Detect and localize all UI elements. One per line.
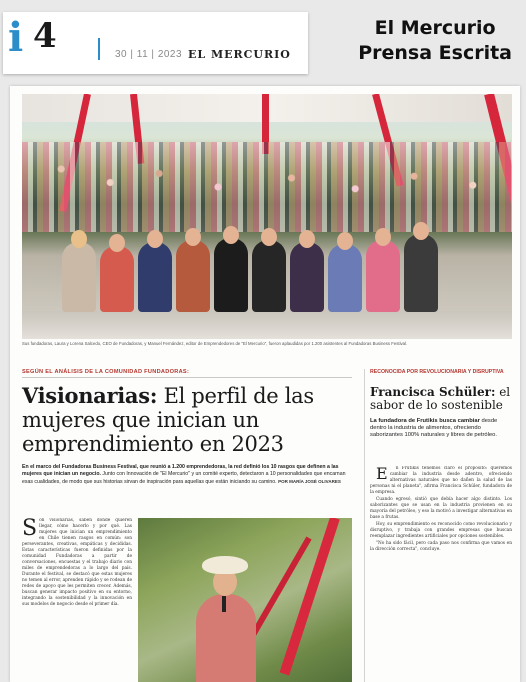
source-label <box>358 16 512 66</box>
article-body-text: on visionarias, saben dónde quieren llegar, cómo hacerlo y por qué. Las mujeres que inician un emprendimiento en Chile tienen rasgos en común: son perseverantes, creativas, empáticas y decididas. Estas características fueron definidas por la comunidad Fundadoras a partir de conversaciones, encuestas y el trabajo diario con miles de emprendedoras a lo largo del país. Durante el festival, se destacó que estas mujeres no temen al error, aprenden rápido y se rodean de redes de apoyo que les permiten crecer. Además, buscan generar impacto positivo en su entorno, integrando la sostenibilidad y la innovación en sus modelos de negocio desde el primer día. <box>22 518 132 607</box>
photo-caption: Sus fundadoras, Laura y Lorena Salcedo, CEO de Fundadoras, y Manuel Fernández, editor de Emprendedores de "El Mercurio", fueron aplaudidas por 1.200 asistentes al Fundadoras Business Festival. <box>22 341 408 346</box>
deck-bold: En el marco del Fundadoras Business Festival, que reunió a 1.200 emprendedoras, la red definió los 10 rasgos que definen a las mujeres que inician un negocio. <box>22 464 339 477</box>
sidebar-deck <box>370 418 512 440</box>
sidebar-paragraph: "No ha sido fácil, pero cada paso nos confirma que vamos en la dirección correcta", concluye. <box>370 541 512 552</box>
person <box>290 242 324 312</box>
person-head <box>261 228 277 246</box>
column-divider <box>364 369 365 682</box>
article-deck <box>22 464 352 486</box>
dropcap: S <box>22 518 38 541</box>
speaker-hat <box>202 556 248 574</box>
kicker-rule <box>22 377 352 378</box>
sidebar-title-rest: el sabor de lo sostenible <box>370 385 511 412</box>
speaker-body <box>196 594 256 682</box>
person-head <box>413 222 429 240</box>
person-head <box>71 230 87 248</box>
person-head <box>299 230 315 248</box>
secondary-photo <box>138 518 352 682</box>
sidebar-paragraph-text: n Frutikis tenemos claro el propósito: queremos cambiar la industria desde adentro, ofreciendo alternativas naturales que no dañen la salud de las personas ni el planeta", afirma Francisca Schüler, fundadora de la empresa. <box>370 466 512 495</box>
header-divider <box>98 38 100 60</box>
person-head <box>337 232 353 250</box>
person <box>366 240 400 312</box>
microphone <box>222 596 226 612</box>
article-kicker: SEGÚN EL ANÁLISIS DE LA COMUNIDAD FUNDADORAS: <box>22 369 190 375</box>
sidebar-deck-bold: La fundadora de Frutikis busca cambiar <box>370 418 480 424</box>
person-head <box>185 228 201 246</box>
headline-rest: El perfil de las mujeres que inician un emprendimiento en 2023 <box>22 384 314 456</box>
person <box>214 238 248 312</box>
person <box>176 240 210 312</box>
sidebar-dropcap: E <box>376 466 388 483</box>
crowd <box>22 142 512 232</box>
person <box>62 242 96 312</box>
main-photo <box>22 94 512 339</box>
sidebar-paragraph: Hoy, su emprendimiento es reconocido como revolucionario y disruptivo, y trabaja con grandes empresas que buscan reemplazar ingredientes artificiales por opciones sostenibles. <box>370 522 512 539</box>
sidebar-paragraph <box>370 466 512 496</box>
source-type: Prensa Escrita <box>358 42 512 64</box>
article-body <box>22 518 132 682</box>
deck-rest: Junto con Innovación de "El Mercurio" y un comité experto, detectaron a 10 personalidades que encarnan esas cualidades, de modo que sus historias sirvan de inspiración para aquellas que están iniciando su camino. <box>22 471 346 485</box>
person-head <box>109 234 125 252</box>
person <box>404 234 438 312</box>
person <box>100 246 134 312</box>
headline-bold: Visionarias: <box>22 383 158 408</box>
newspaper-page <box>10 86 520 682</box>
source-name: El Mercurio <box>374 17 496 39</box>
paper-name: EL MERCURIO <box>188 48 291 61</box>
person-head <box>375 228 391 246</box>
front-row-people <box>62 222 442 312</box>
publication-date: 30 | 11 | 2023 <box>115 49 183 60</box>
section-letter: i <box>8 14 24 61</box>
sidebar-title <box>370 386 512 412</box>
sidebar-deck-rest: desde dentro la industria de alimentos, ofreciendo saborizantes 100% naturales y libres de petróleo. <box>370 418 498 439</box>
article-headline <box>22 384 352 456</box>
person <box>138 242 172 312</box>
stage-floor <box>22 311 512 339</box>
person <box>252 240 286 312</box>
byline: POR MARÍA JOSÉ OLIVARES <box>278 479 341 484</box>
sidebar-body <box>370 466 512 682</box>
person <box>328 244 362 312</box>
sidebar-title-bold: Francisca Schüler: <box>370 385 496 399</box>
person-head <box>147 230 163 248</box>
sidebar-kicker: RECONOCIDA POR REVOLUCIONARIA Y DISRUPTIVA <box>370 369 504 375</box>
page-header <box>3 12 308 74</box>
page-number: 4 <box>33 16 57 56</box>
sidebar-paragraph: Cuando egresó, sintió que debía hacer algo distinto. Los saborizantes que se usan en la industria provienen en su mayoría del petróleo, y eso la motivó a investigar alternativas en base a frutas. <box>370 497 512 520</box>
person-head <box>223 226 239 244</box>
